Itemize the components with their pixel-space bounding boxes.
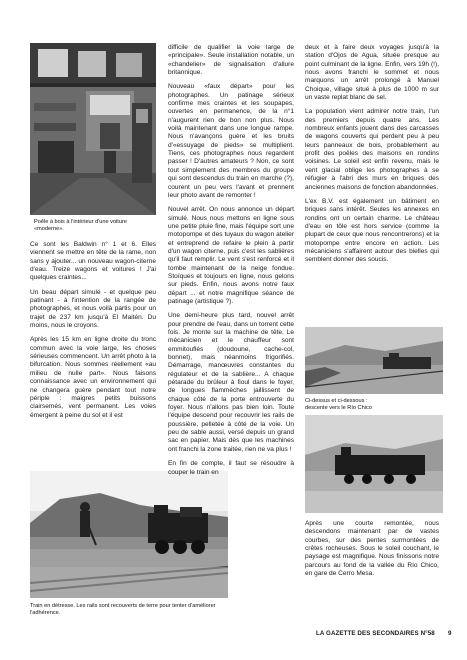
paragraph: Un beau départ simulé - et quelque peu patinant - à l'intention de la rangée de photographes, et nous voilà partis pour un trajet de 237 km jusqu'à El Maitén. Du moins, nous le croyons. [30,288,156,330]
page-number: 9 [448,630,452,637]
paragraph: deux et à faire deux voyages jusqu'à la station d'Ojos de Agua, située presque au point culminant de la ligne. Enfin, vers 19h (!), nous avons franchi le sommet et nous marquons un arrêt prolongé à Manuel Choique, village situé à plus de 1000 m sur un vaste replat blanc de sel. [305,44,439,102]
paragraph [168,312,294,454]
paragraph: Après une courte remontée, nous descendons maintenant par de vastes courbes, sur des pentes surmontées de crêtes rocheuses. Sous le soleil couchant, le paysage est magnifique. Nous finissons notre parcours au fond de la vallée du Río Chico, en gare de Cerro Mesa. [305,520,439,578]
interior-photo [30,43,156,215]
paragraph: La population vient admirer notre train, l'un des premiers depuis quatre ans. Les nombreux enfants jouent dans des carcasses de wagons couverts qui perdent peu à peu leurs panneaux de bois, probablement au profit des poêles des maisons en rondins voisines. Le soleil est enfin revenu, mais le vent glacial oblige les photographes à se réfugier à l'abri des murs en briques des anciennes maisons de fonction abandonnées. [305,108,439,191]
article-column-3 [305,44,439,271]
descent-photo-bottom [305,415,443,513]
descent-photo-top [305,327,443,394]
paragraph: Après les 15 km en ligne droite du tronc commun avec la voie large, les choses sérieuses commencent. Un arrêt photo à la bifurcation. Nous sommes réellement «au milieu de nulle part». Nous faisons connaissance avec un environnement qui ne changera guère pendant tout notre périple : maigres petits buissons clairsemés, vent permanent. Les voies émergent à peine du sol et il est [30,336,156,419]
article-column-3-lower [305,520,439,578]
paragraph: difficile de qualifier la voie large de «principale». Seule installation notable, un «chandelier» de signalisation d'allure britannique. [168,44,294,77]
paragraph: L'ex B.V. est également un bâtiment en briques sans intérêt. Seules les annexes en rondins ont un certain charme. Le château d'eau en tôle est hors service (comme la plupart de ceux que nous rencontrerons) et la motopompe entre encore en action. Les mécaniciens s'affairent autour des bielles qui semblent donner des soucis. [305,197,439,264]
interior-photo-caption: Poêle à bois à l'intérieur d'une voiture «moderne». [34,219,127,232]
train-in-distress-caption: Train en détresse. Les rails sont recouverts de terre pour tenter d'améliorer l'adhérence. [30,603,216,616]
paragraph: Nouvel arrêt. On nous annonce un départ simulé. Nous nous mettons en ligne sous une petite pluie fine, mais l'équipe sort une motopompe et des tuyaux du wagon atelier et entreprend de refaire le plein à partir d'un wagon citerne, puis c'est les sablières qu'il faut remplir. Le vent s'est renforcé et il tombe maintenant de la neige fondue. Stoïques et toujours en ligne, nous gelons sur pieds. Enfin, nous avons notre faux départ ... et notre magnifique séance de patinage (artistique ?). [168,206,294,305]
paragraph-text: Une demi-heure plus tard, nouvel arrêt pour prendre de l'eau, dans un torrent cette fois. Je monte sur la machine de tête. Le mécanicien et le chauffeur sont emmitouflés (doudoune, cache-col, bonnet), mais néanmoins frigorifiés. Démarrage, manœuvres constantes du régulateur et de la sablière... A chaque pétarade du brûleur à fioul dans le foyer, de longues flammèches jaillissent de chaque côté de la porte entrouverte du foyer. Nous n'allons pas bien loin. Toute l'équipe descend pour recouvrir les rails de poussière, pelletée à côté de la voie. Un peu de sable aussi, versé depuis un grand sac en papier. Mais dès que les machines ont franchi la zone traitée, rien ne va plus ! [168,312,294,453]
paragraph-text: En fin de compte, il faut se résoudre à couper le train en [168,460,294,476]
paragraph: Ce sont les Baldwin n° 1 et 6. Elles viennent se mettre en tête de la rame, non sans y ajouter... un nouveau wagon-citerne d'eau. Treize wagons et voitures ! J'ai quelques craintes... [30,241,156,282]
article-column-1 [30,241,156,420]
article-column-2 [168,44,294,526]
paragraph: Nouveau «faux départ» pour les photographes. Un patinage sérieux confirme mes craintes et les soupapes, ouvertes en permanence, de la n°1 n'augurent rien de bon non plus. Nous voilà maintenant dans une longue rampe. Nous n'avançons guère et les bruits d'«essuyage de pieds» se multiplient. Tiens, ces photographes nous regardent passer ! D'autres amateurs ? Non, ce sont tout simplement des membres du groupe qui sont descendus du train en marche (?), courent un peu vers l'avant et prennent leur photo avant de remonter ! [168,83,294,199]
magazine-name: LA GAZETTE DES SECONDAIRES N°58 [316,630,435,637]
paragraph [168,460,294,477]
descent-caption: Ci-dessus et ci-dessous : descente vers le Río Chico [305,398,372,411]
text-wrap-spacer [168,496,232,526]
